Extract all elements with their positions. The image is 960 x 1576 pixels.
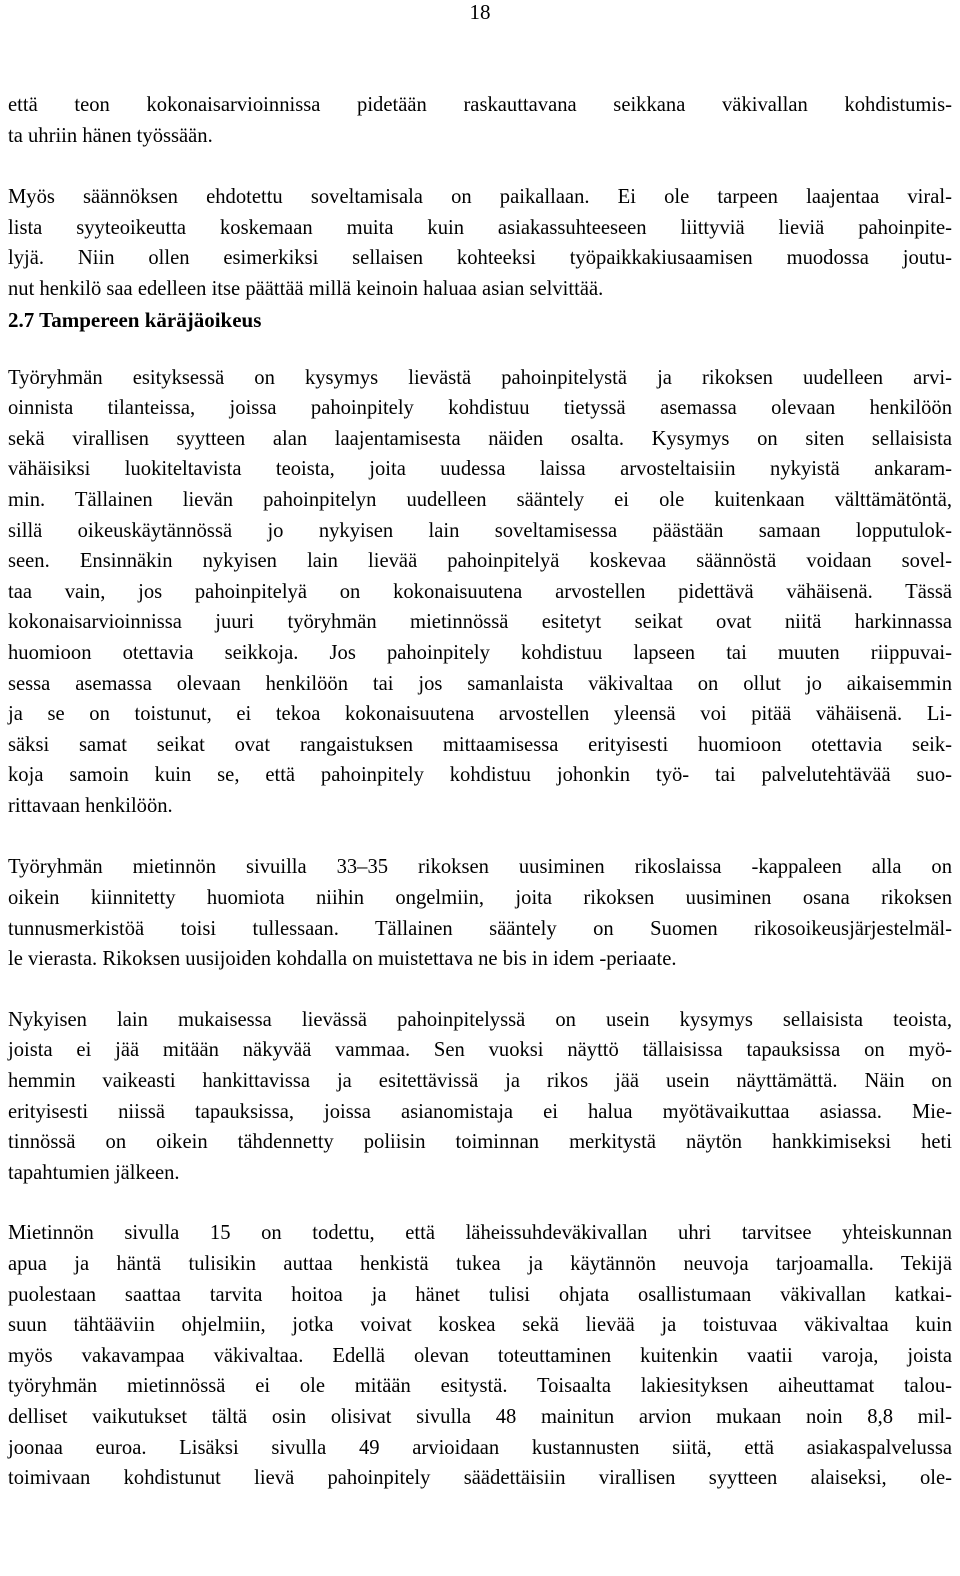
text-line: ja se on toistunut, ei tekoa kokonaisuutena arvostellen yleensä voi pitää vähäisenä. Li- bbox=[8, 703, 952, 726]
text-line: Myös säännöksen ehdotettu soveltamisala on paikallaan. Ei ole tarpeen laajentaa viral- bbox=[8, 186, 952, 209]
text-line: suun tähtääviin ohjelmiin, jotka voivat koskea sekä lievää ja toistuvaa väkivaltaa kuin bbox=[8, 1314, 952, 1337]
paragraph-4 bbox=[8, 852, 952, 974]
paragraph-5 bbox=[8, 1005, 952, 1189]
text-line: puolestaan saattaa tarvita hoitoa ja hänet tulisi ohjata osallistumaan väkivallan katkai- bbox=[8, 1283, 952, 1306]
text-line: lista syyteoikeutta koskemaan muita kuin asiakassuhteeseen liittyviä lieviä pahoinpite- bbox=[8, 216, 952, 239]
text-line: työryhmän mietinnössä ei ole mitään esitystä. Toisaalta lakiesityksen aiheuttamat talou- bbox=[8, 1375, 952, 1398]
page-number: 18 bbox=[469, 0, 491, 24]
text-line: Nykyisen lain mukaisessa lievässä pahoinpitelyssä on usein kysymys sellaisista teoista, bbox=[8, 1008, 952, 1031]
text-line: sekä virallisen syytteen alan laajentamisesta näiden osalta. Kysymys on siten sellaisista bbox=[8, 427, 952, 450]
text-line: joista ei jää mitään näkyvää vammaa. Sen vuoksi näyttö tällaisissa tapauksissa on myö- bbox=[8, 1039, 952, 1062]
text-line: kokonaisarvioinnissa juuri työryhmän mietinnössä esitetyt seikat ovat niitä harkinnassa bbox=[8, 611, 952, 634]
text-line: min. Tällainen lievän pahoinpitelyn uudelleen sääntely ei ole kuitenkaan välttämätöntä, bbox=[8, 488, 952, 511]
paragraph-1 bbox=[8, 90, 952, 151]
text-line: le vierasta. Rikoksen uusijoiden kohdalla on muistettava ne bis in idem -periaate. bbox=[8, 948, 677, 971]
text-line: oikein kiinnitetty huomiota niihin ongelmiin, joita rikoksen uusiminen osana rikoksen bbox=[8, 887, 952, 910]
text-line: lyjä. Niin ollen esimerkiksi sellaisen kohteeksi työpaikkakiusaamisen muodossa joutu- bbox=[8, 247, 952, 270]
text-line: myös vakavampaa väkivaltaa. Edellä olevan toteuttaminen kuitenkin vaatii varoja, joista bbox=[8, 1344, 952, 1367]
section-heading: 2.7 Tampereen käräjäoikeus bbox=[8, 307, 262, 332]
text-line: säksi samat seikat ovat rangaistuksen mittaamisessa erityisesti huomioon otettavia seik- bbox=[8, 733, 952, 756]
text-line: koja samoin kuin se, että pahoinpitely kohdistuu johonkin työ- tai palvelutehtävää suo- bbox=[8, 764, 952, 787]
text-line: huomioon otettavia seikkoja. Jos pahoinpitely kohdistuu lapseen tai muuten riippuvai- bbox=[8, 641, 952, 664]
text-line: ta uhriin hänen työssään. bbox=[8, 124, 213, 147]
text-line: sillä oikeuskäytännössä jo nykyisen lain soveltamisessa päästään samaan lopputulok- bbox=[8, 519, 952, 542]
text-line: vähäisiksi luokiteltavista teoista, joita uudessa laissa arvosteltaisiin nykyistä ankaram- bbox=[8, 458, 952, 481]
text-line: taa vain, jos pahoinpitelyä on kokonaisuutena arvostellen pidettävä vähäisenä. Tässä bbox=[8, 580, 952, 603]
text-line: erityisesti niissä tapauksissa, joissa asianomistaja ei halua myötävaikuttaa asiassa. Mie- bbox=[8, 1100, 952, 1123]
paragraph-3 bbox=[8, 363, 952, 822]
text-line: nut henkilö saa edelleen itse päättää millä keinoin haluaa asian selvittää. bbox=[8, 277, 604, 300]
text-line: tapahtumien jälkeen. bbox=[8, 1161, 180, 1184]
text-line: että teon kokonaisarvioinnissa pidetään raskauttavana seikkana väkivallan kohdistumis- bbox=[8, 94, 952, 116]
text-line: apua ja häntä tulisikin auttaa henkistä tukea ja käytännön neuvoja tarjoamalla. Tekijä bbox=[8, 1253, 952, 1275]
paragraph-2 bbox=[8, 182, 952, 304]
text-line: seen. Ensinnäkin nykyisen lain lievää pahoinpitelyä koskevaa säännöstä voidaan sovel- bbox=[8, 550, 952, 573]
text-line: hemmin vaikeasti hankittavissa ja esitettävissä ja rikos jää usein näyttämättä. Näin on bbox=[8, 1070, 952, 1093]
text-line: Mietinnön sivulla 15 on todettu, että läheissuhdeväkivallan uhri tarvitsee yhteiskunnan bbox=[8, 1222, 952, 1245]
text-line: sessa asemassa olevaan henkilöön tai jos samanlaista väkivaltaa on ollut jo aikaisemmin bbox=[8, 672, 952, 695]
text-line: Työryhmän esityksessä on kysymys lievästä pahoinpitelystä ja rikoksen uudelleen arvi- bbox=[8, 366, 952, 389]
text-line: delliset vaikutukset tältä osin olisivat sivulla 48 mainitun arvion mukaan noin 8,8 mil- bbox=[8, 1405, 952, 1428]
document-body bbox=[8, 90, 952, 1494]
paragraph-6 bbox=[8, 1218, 952, 1493]
text-line: rittavaan henkilöön. bbox=[8, 794, 173, 817]
text-line: oinnista tilanteissa, joissa pahoinpitely kohdistuu tietyssä asemassa olevaan henkilöön bbox=[8, 397, 952, 420]
text-line: toimivaan kohdistunut lievä pahoinpitely säädettäisiin virallisen syytteen alaiseksi, ole- bbox=[8, 1467, 952, 1490]
text-line: joonaa euroa. Lisäksi sivulla 49 arvioidaan kustannusten siitä, että asiakaspalvelussa bbox=[8, 1436, 952, 1459]
text-line: tunnusmerkistöä toisi tullessaan. Tällainen sääntely on Suomen rikosoikeusjärjestelmäl- bbox=[8, 917, 952, 940]
text-line: Työryhmän mietinnön sivuilla 33–35 rikoksen uusiminen rikoslaissa -kappaleen alla on bbox=[8, 856, 952, 879]
text-line: tinnössä on oikein tähdennetty poliisin toiminnan merkitystä näytön hankkimiseksi heti bbox=[8, 1131, 952, 1154]
